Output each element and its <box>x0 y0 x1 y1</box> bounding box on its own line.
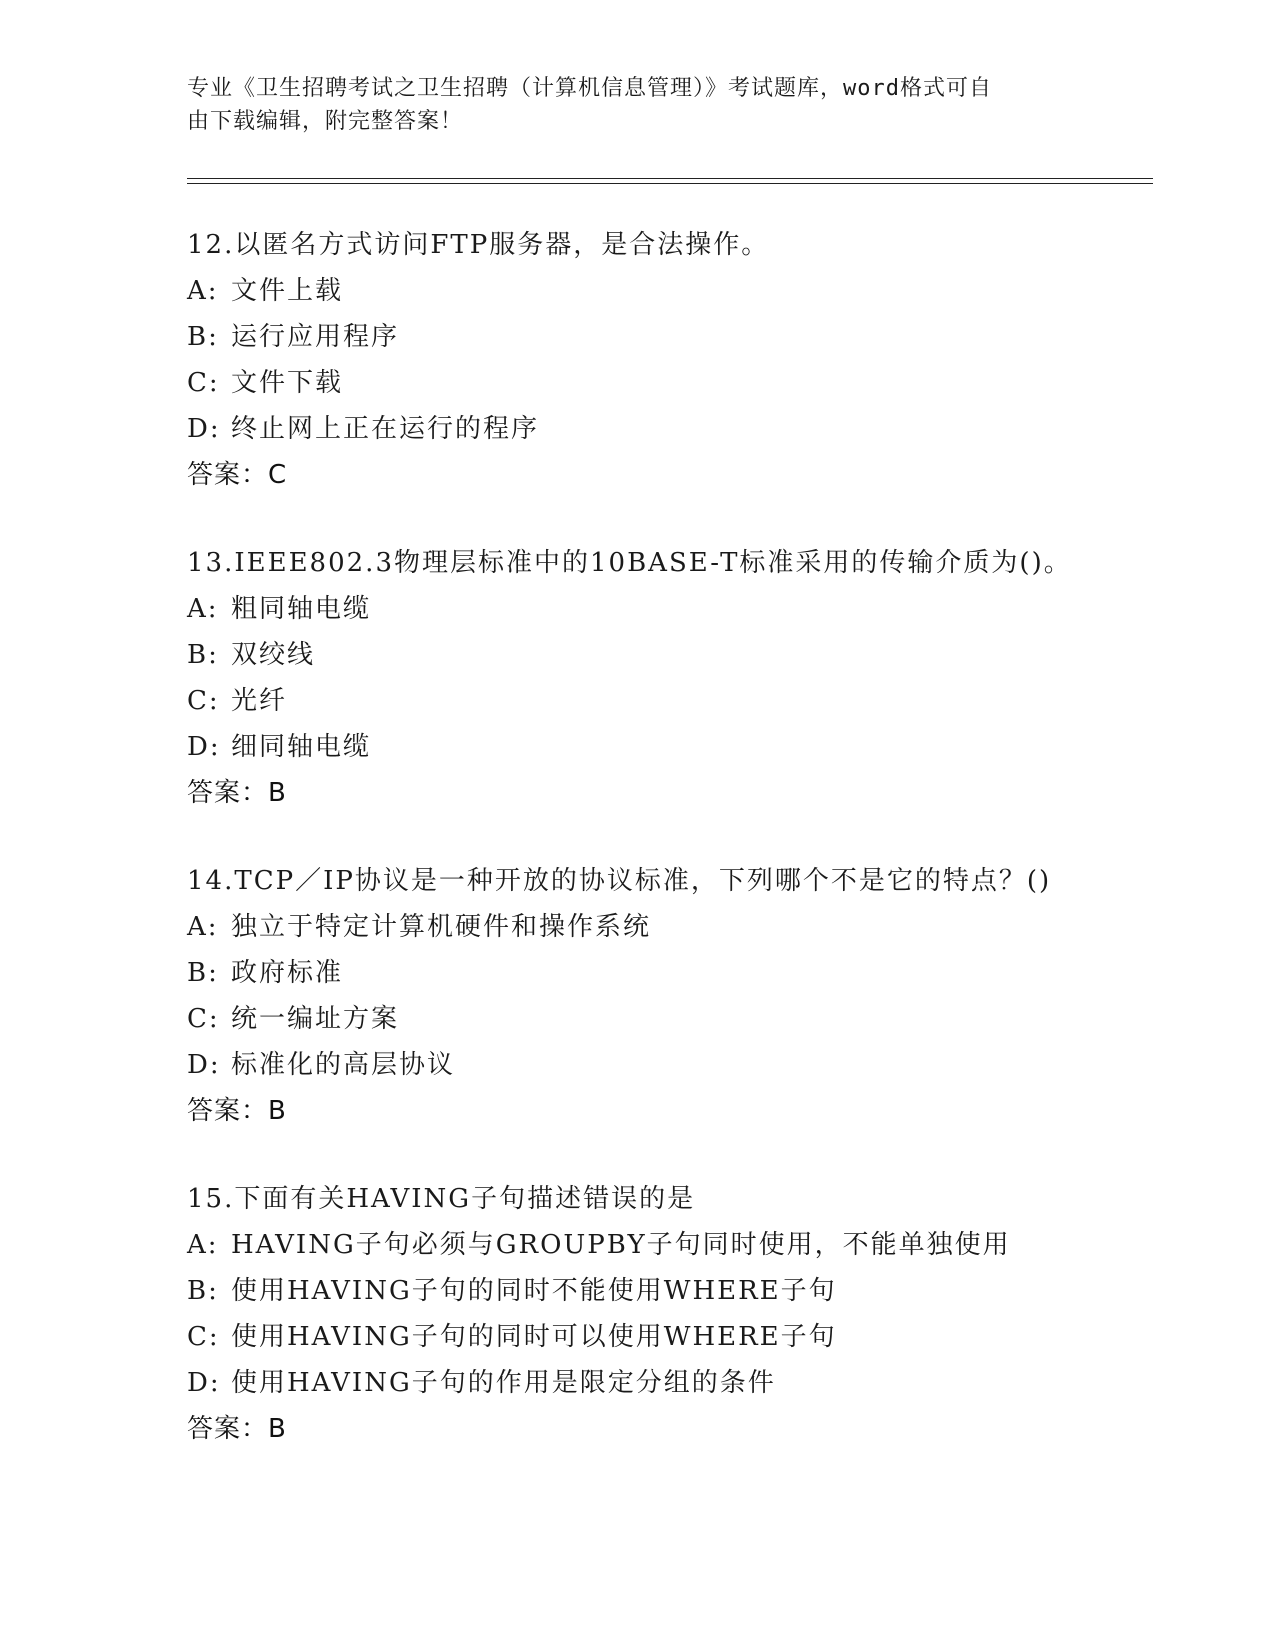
option-text: 独立于特定计算机硬件和操作系统 <box>231 912 652 942</box>
option-key: A: <box>187 912 219 942</box>
question-15 <box>187 1176 1187 1452</box>
option-d <box>187 1360 1187 1406</box>
option-b <box>187 950 1187 996</box>
option-text: 终止网上正在运行的程序 <box>231 414 540 444</box>
header-line-1: 专业《卫生招聘考试之卫生招聘（计算机信息管理）》考试题库，word格式可自 <box>187 76 992 101</box>
option-text: 粗同轴电缆 <box>231 594 372 624</box>
header-line-2: 由下载编辑，附完整答案！ <box>187 109 464 134</box>
option-text: 使用HAVING子句的同时不能使用WHERE子句 <box>231 1276 837 1306</box>
option-c <box>187 996 1187 1042</box>
option-b <box>187 314 1187 360</box>
option-c <box>187 360 1187 406</box>
option-a <box>187 1222 1187 1268</box>
option-key: B: <box>187 640 219 670</box>
option-a <box>187 586 1187 632</box>
question-stem: 13.IEEE802.3物理层标准中的10BASE-T标准采用的传输介质为()。 <box>187 548 1072 578</box>
option-key: C: <box>187 368 220 398</box>
question-13 <box>187 540 1187 816</box>
option-text: 运行应用程序 <box>231 322 400 352</box>
option-text: 使用HAVING子句的作用是限定分组的条件 <box>231 1368 776 1398</box>
answer: 答案：B <box>187 1414 287 1444</box>
option-text: 光纤 <box>231 686 288 716</box>
option-key: B: <box>187 1276 219 1306</box>
question-14 <box>187 858 1187 1134</box>
option-text: 使用HAVING子句的同时可以使用WHERE子句 <box>231 1322 837 1352</box>
option-key: C: <box>187 1004 220 1034</box>
option-text: 文件下载 <box>231 368 344 398</box>
option-c <box>187 1314 1187 1360</box>
option-a <box>187 904 1187 950</box>
option-b <box>187 1268 1187 1314</box>
option-text: 标准化的高层协议 <box>231 1050 456 1080</box>
option-key: B: <box>187 322 219 352</box>
option-d <box>187 1042 1187 1088</box>
document-header <box>187 72 1067 138</box>
option-key: C: <box>187 686 220 716</box>
option-key: A: <box>187 594 219 624</box>
option-a <box>187 268 1187 314</box>
option-key: D: <box>187 1050 221 1080</box>
option-key: D: <box>187 732 221 762</box>
option-text: HAVING子句必须与GROUPBY子句同时使用，不能单独使用 <box>231 1230 1011 1260</box>
option-text: 细同轴电缆 <box>231 732 372 762</box>
answer: 答案：B <box>187 1096 287 1126</box>
option-c <box>187 678 1187 724</box>
option-key: D: <box>187 414 221 444</box>
answer: 答案：C <box>187 460 288 490</box>
option-text: 政府标准 <box>231 958 344 988</box>
option-key: A: <box>187 1230 219 1260</box>
option-text: 双绞线 <box>231 640 316 670</box>
answer: 答案：B <box>187 778 287 808</box>
question-stem: 12.以匿名方式访问FTP服务器，是合法操作。 <box>187 230 770 260</box>
header-divider-top <box>187 178 1153 179</box>
option-text: 文件上载 <box>231 276 344 306</box>
option-key: D: <box>187 1368 221 1398</box>
option-text: 统一编址方案 <box>231 1004 400 1034</box>
question-stem: 15.下面有关HAVING子句描述错误的是 <box>187 1184 696 1214</box>
option-key: A: <box>187 276 219 306</box>
header-divider-bottom <box>187 183 1153 184</box>
option-d <box>187 724 1187 770</box>
option-key: C: <box>187 1322 220 1352</box>
option-b <box>187 632 1187 678</box>
question-12 <box>187 222 1187 498</box>
question-stem: 14.TCP／IP协议是一种开放的协议标准，下列哪个不是它的特点？() <box>187 866 1052 896</box>
option-key: B: <box>187 958 219 988</box>
option-d <box>187 406 1187 452</box>
